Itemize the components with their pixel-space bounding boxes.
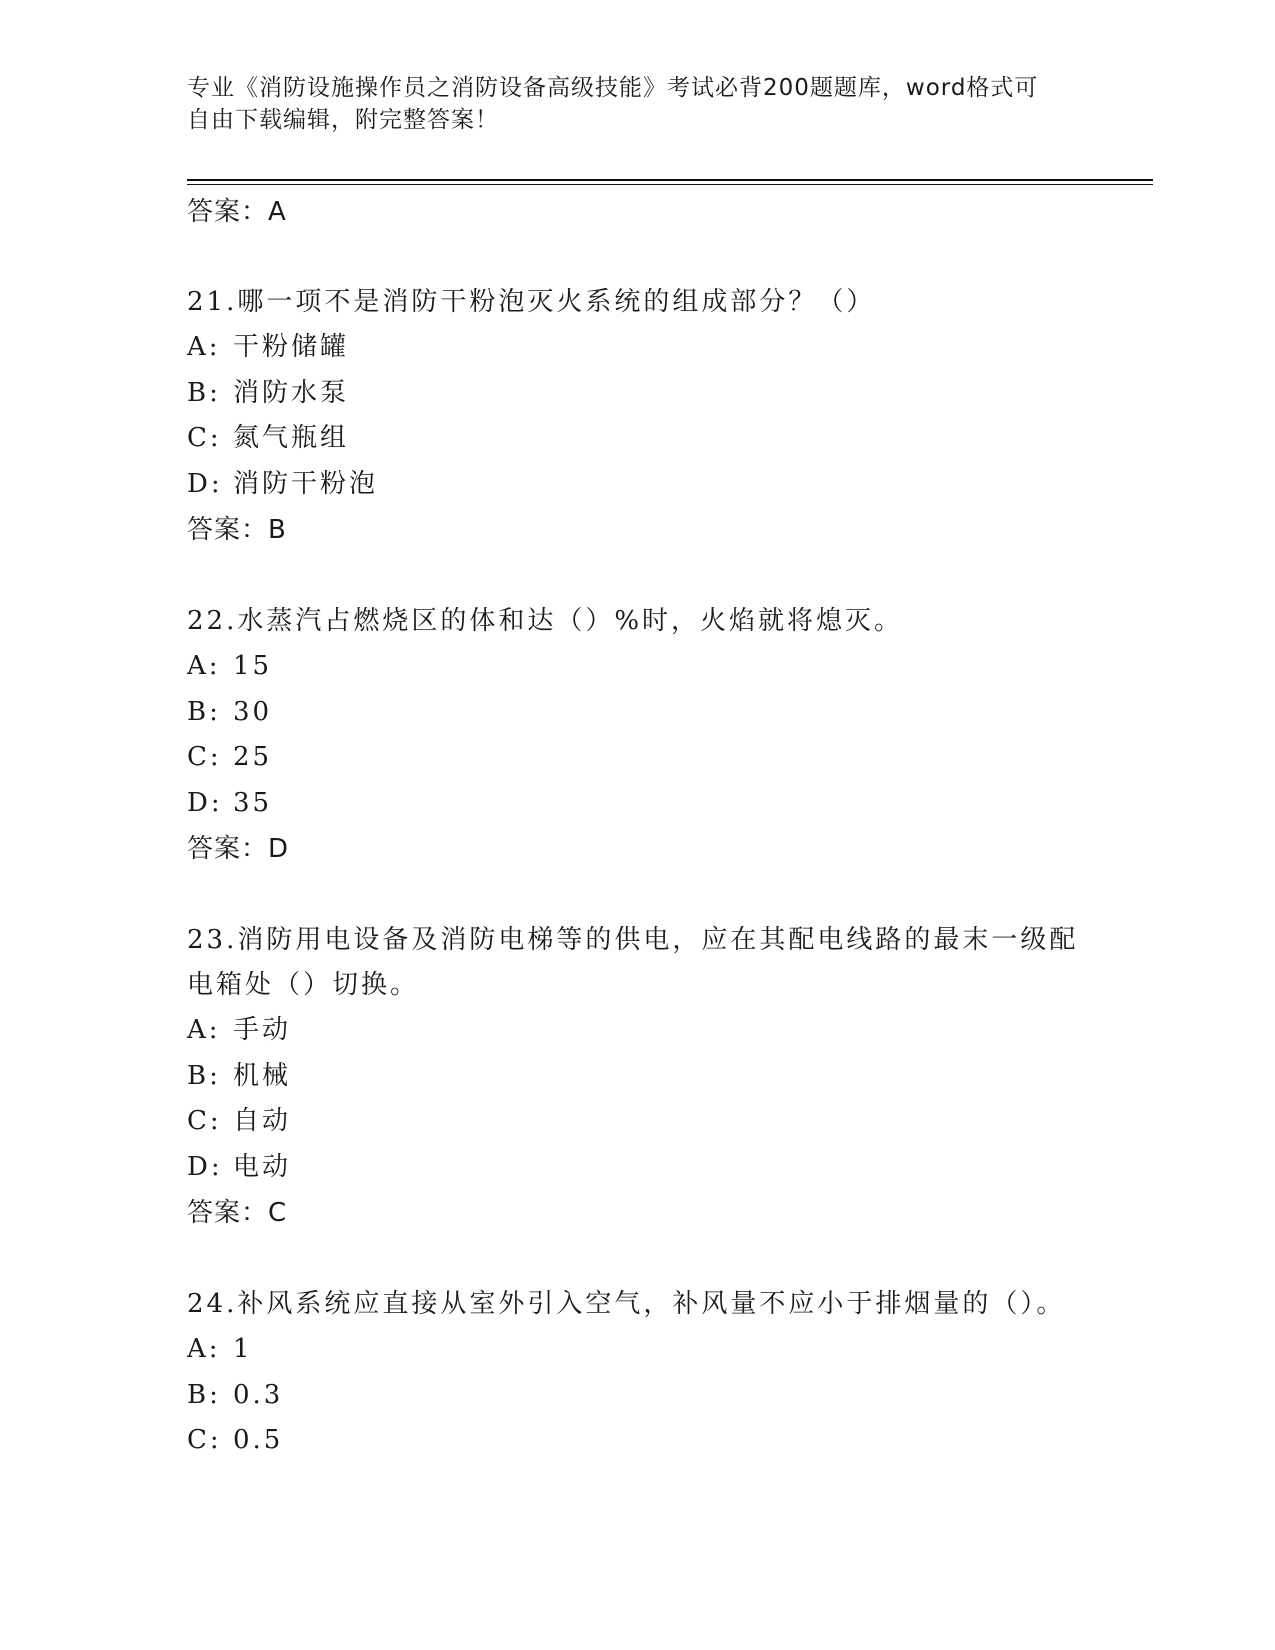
question-item bbox=[187, 599, 1087, 872]
header-line-1: 专业《消防设施操作员之消防设备高级技能》考试必背200题题库，word格式可 bbox=[187, 75, 1039, 101]
option-text: 15 bbox=[233, 651, 273, 681]
header-line-2: 自由下载编辑，附完整答案！ bbox=[187, 107, 499, 133]
question-item bbox=[187, 280, 1087, 553]
option-c bbox=[187, 416, 1087, 462]
option-letter: D: bbox=[187, 468, 223, 499]
option-a bbox=[187, 1008, 1087, 1054]
option-letter: A: bbox=[187, 1334, 221, 1364]
header-rule-thin bbox=[187, 184, 1153, 185]
option-text: 25 bbox=[233, 742, 273, 772]
option-letter: C: bbox=[187, 742, 222, 772]
option-text: 1 bbox=[233, 1334, 253, 1364]
option-letter: B: bbox=[187, 1379, 221, 1410]
option-letter: D: bbox=[187, 1151, 223, 1182]
question-item bbox=[187, 918, 1087, 1236]
option-a bbox=[187, 325, 1087, 371]
option-c bbox=[187, 735, 1087, 781]
option-c bbox=[187, 1099, 1087, 1145]
option-text: 自动 bbox=[233, 1106, 292, 1136]
option-text: 机械 bbox=[233, 1060, 292, 1091]
option-b bbox=[187, 1054, 1087, 1100]
option-letter: B: bbox=[187, 1060, 221, 1091]
option-c bbox=[187, 1418, 1087, 1464]
option-d bbox=[187, 1145, 1087, 1191]
option-b bbox=[187, 690, 1087, 736]
option-text: 0.5 bbox=[233, 1425, 284, 1455]
option-letter: D: bbox=[187, 787, 223, 818]
option-text: 35 bbox=[233, 787, 273, 818]
option-letter: C: bbox=[187, 423, 222, 453]
option-text: 30 bbox=[233, 696, 273, 727]
question-stem: 22.水蒸汽占燃烧区的体和达（）%时，火焰就将熄灭。 bbox=[187, 606, 904, 636]
option-text: 消防干粉泡 bbox=[233, 468, 379, 499]
option-b bbox=[187, 371, 1087, 417]
spacer bbox=[187, 1236, 1087, 1282]
question-item bbox=[187, 1282, 1087, 1464]
option-letter: C: bbox=[187, 1106, 222, 1136]
answer-line: 答案：A bbox=[187, 197, 287, 227]
option-a bbox=[187, 644, 1087, 690]
option-text: 干粉储罐 bbox=[233, 332, 350, 362]
option-letter: A: bbox=[187, 1015, 221, 1045]
option-text: 手动 bbox=[233, 1015, 292, 1045]
option-text: 消防水泵 bbox=[233, 377, 350, 408]
option-d bbox=[187, 462, 1087, 508]
answer-line: 答案：D bbox=[187, 834, 290, 864]
option-b bbox=[187, 1373, 1087, 1419]
question-list bbox=[187, 190, 1087, 1464]
question-stem: 23.消防用电设备及消防电梯等的供电，应在其配电线路的最末一级配电箱处（）切换。 bbox=[187, 925, 1079, 1000]
header-rule-thick bbox=[187, 179, 1153, 181]
option-letter: B: bbox=[187, 377, 221, 408]
answer-line: 答案：C bbox=[187, 1198, 288, 1228]
option-text: 氮气瓶组 bbox=[233, 423, 350, 453]
option-d bbox=[187, 781, 1087, 827]
answer-line: 答案：B bbox=[187, 515, 287, 545]
option-a bbox=[187, 1327, 1087, 1373]
spacer bbox=[187, 553, 1087, 599]
option-letter: C: bbox=[187, 1425, 222, 1455]
spacer bbox=[187, 234, 1087, 280]
option-text: 0.3 bbox=[233, 1379, 284, 1410]
document-header bbox=[187, 72, 1067, 136]
option-letter: A: bbox=[187, 651, 221, 681]
option-letter: B: bbox=[187, 696, 221, 727]
spacer bbox=[187, 872, 1087, 918]
question-stem: 24.补风系统应直接从室外引入空气，补风量不应小于排烟量的（）。 bbox=[187, 1289, 1066, 1319]
option-letter: A: bbox=[187, 332, 221, 362]
question-stem: 21.哪一项不是消防干粉泡灭火系统的组成部分？（） bbox=[187, 287, 876, 317]
option-text: 电动 bbox=[233, 1151, 292, 1182]
